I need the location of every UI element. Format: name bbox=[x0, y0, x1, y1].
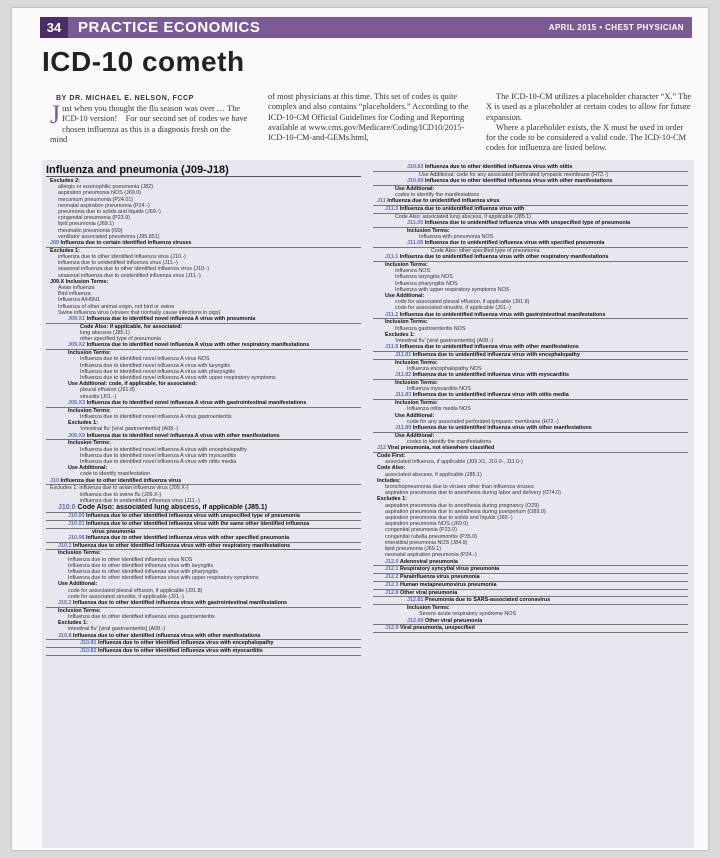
code-text: pleural effusion (J91.8) bbox=[80, 387, 135, 394]
code-text: Influenza due to identified novel influenza A virus NOS bbox=[80, 356, 210, 363]
code-text: congenital rubella pneumonitis (P35.0) bbox=[385, 533, 477, 540]
code-text: code for associated sinusitis, if applicable (J01.-) bbox=[395, 305, 511, 312]
code-text: Inclusion Terms: bbox=[395, 359, 438, 366]
code-text: code for any associated perforated tympanic membrane (H72.-) bbox=[407, 418, 559, 425]
code-text: aspiration pneumonia due to solids and liquids (J69.-) bbox=[385, 515, 513, 522]
code-number: J11.83 bbox=[395, 392, 412, 399]
code-number: J10.1 bbox=[58, 542, 72, 549]
code-text: Inclusion Terms: bbox=[58, 550, 101, 557]
code-entry bbox=[373, 582, 688, 590]
code-text: 'intestinal flu' [viral gastroenteritis] (A08.-) bbox=[80, 426, 179, 433]
code-entry bbox=[46, 600, 361, 608]
code-text: Influenza due to certain identified influenza viruses bbox=[60, 240, 192, 247]
code-number: J10.82 bbox=[80, 648, 97, 655]
code-text: Influenza due to other identified influenza virus with myocarditis bbox=[98, 648, 263, 655]
intro-column-1 bbox=[50, 100, 250, 145]
code-text: Bird influenza bbox=[58, 291, 91, 298]
code-text: Influenza due to identified novel influenza A virus with encephalopathy bbox=[80, 446, 247, 453]
icd-code-box bbox=[42, 160, 694, 848]
code-entry bbox=[373, 597, 688, 605]
code-number: J11.2 bbox=[385, 311, 399, 318]
code-text: Code Also: associated lung abscess, if applicable (J85.1) bbox=[395, 213, 532, 220]
code-text: Influenza due to unidentified influenza virus with other manifestations bbox=[412, 425, 592, 432]
code-text: Excludes 2: bbox=[50, 178, 80, 184]
code-number: J12.81 bbox=[407, 597, 424, 604]
code-entry bbox=[373, 425, 688, 433]
code-text: Excludes 1: bbox=[50, 247, 80, 254]
code-text: Influenza due to other identified influenza virus gastroenteritis bbox=[68, 613, 215, 620]
code-text: Excludes 1: bbox=[385, 331, 415, 338]
code-text: neonatal aspiration pneumonia (P24.-) bbox=[58, 202, 150, 209]
issue-dateline: APRIL 2015 • CHEST PHYSICIAN bbox=[548, 23, 684, 32]
code-text: rheumatic pneumonia (I00) bbox=[58, 227, 123, 234]
code-text: Code First: bbox=[377, 453, 406, 460]
code-entry bbox=[46, 433, 361, 441]
code-entry bbox=[373, 312, 688, 320]
code-text: Excludes 1: bbox=[377, 496, 407, 503]
code-text: Influenza due to unidentified influenza virus with other respiratory manifestations bbox=[399, 254, 609, 261]
code-text: code for associated pleural effusion, if applicable (J91.8) bbox=[68, 587, 203, 594]
code-text: Use Additional: bbox=[395, 185, 435, 192]
code-text: Influenza with pneumonia NOS bbox=[419, 234, 494, 240]
code-number: J11.82 bbox=[395, 372, 412, 379]
code-text: Influenza due to other identified influenza virus with upper respiratory symptoms bbox=[68, 575, 259, 582]
code-text: neonatal aspiration pneumonia (P24.-) bbox=[385, 552, 477, 559]
code-text: Influenza due to identified novel influenza A virus with gastrointestinal manifestations bbox=[86, 399, 307, 406]
code-number: J12.89 bbox=[407, 617, 424, 624]
code-number: J12.1 bbox=[385, 566, 399, 573]
code-text: Influenza due to other identified influenza virus with encephalopathy bbox=[98, 640, 274, 647]
code-text: virus pneumonia bbox=[92, 528, 136, 535]
code-text: Inclusion Terms: bbox=[407, 227, 450, 234]
code-text: Use Additional: bbox=[58, 581, 98, 588]
code-text: Influenza laryngitis NOS bbox=[395, 274, 453, 281]
code-text: congenital pneumonia (P23.9) bbox=[58, 215, 130, 222]
code-text: Inclusion Terms: bbox=[68, 440, 111, 447]
code-entry bbox=[46, 316, 361, 324]
code-number: J10.2 bbox=[58, 599, 72, 606]
code-text: aspiration pneumonia due to anesthesia during labor and delivery (O74.0) bbox=[385, 490, 561, 497]
code-number: J09.X2 bbox=[68, 342, 86, 349]
code-entry bbox=[46, 648, 361, 656]
code-number: J09.X9 bbox=[68, 432, 86, 439]
intro-column-3 bbox=[486, 92, 692, 154]
code-number: J09 bbox=[50, 240, 59, 247]
drop-cap: J bbox=[50, 100, 61, 129]
code-number: J12 bbox=[377, 445, 386, 452]
code-text: Influenza due to unidentified influenza virus with myocarditis bbox=[412, 372, 570, 379]
article-title: ICD-10 cometh bbox=[42, 46, 245, 77]
code-text: Influenza NOS bbox=[395, 268, 431, 275]
code-text: Influenza due to other identified influenza virus with the same other identified influenza bbox=[86, 520, 310, 527]
code-number: J12.9 bbox=[385, 625, 399, 632]
code-number: J10.0 bbox=[58, 503, 76, 511]
code-entry bbox=[373, 566, 688, 574]
code-list-left bbox=[46, 178, 361, 656]
code-text: Influenza due to identified novel influenza A virus with other manifestations bbox=[86, 432, 280, 439]
code-text: Use Additional: bbox=[395, 412, 435, 419]
code-text: Inclusion Terms: bbox=[395, 400, 438, 407]
code-text: associated abscess, if applicable (J85.1) bbox=[385, 471, 482, 478]
code-text: codes to identify the manifestations bbox=[395, 192, 480, 198]
section-title: PRACTICE ECONOMICS bbox=[78, 19, 261, 36]
code-text: Influenza due to other identified influenza virus with other specified pneumonia bbox=[86, 534, 290, 541]
code-text: Influenza due to identified novel influenza A virus with pharyngitis bbox=[80, 368, 235, 375]
box-title: Influenza and pneumonia (J09-J18) bbox=[46, 164, 361, 177]
code-entry bbox=[46, 543, 361, 551]
code-text: lung abscess (J85.1) bbox=[80, 330, 130, 337]
code-number: J10.81 bbox=[80, 640, 97, 647]
code-entry bbox=[373, 372, 688, 380]
code-entry bbox=[46, 521, 361, 529]
code-text: Avian influenza bbox=[58, 285, 95, 292]
code-text: aspiration pneumonia NOS (J69.0) bbox=[58, 190, 141, 197]
code-text: allergic or eosinophilic pneumonia (J82) bbox=[58, 184, 153, 191]
code-text: Influenza due to other identified influenza virus with pharyngitis bbox=[68, 568, 218, 575]
code-entry bbox=[373, 198, 688, 206]
code-text: Influenza due to other identified influenza virus with other manifestations bbox=[73, 632, 261, 639]
code-text: Influenza due to other identified influenza virus with unspecified type of pneumonia bbox=[86, 512, 300, 519]
code-text: Inclusion Terms: bbox=[407, 605, 450, 612]
intro-text-3a: The ICD-10-CM utilizes a placeholder character “X.” The X is used as a placeholder at certain codes to allow for future expansion. bbox=[486, 92, 692, 122]
code-number: J10.08 bbox=[68, 534, 85, 541]
code-text: Influenza due to unidentified influenza virus with other manifestations bbox=[399, 344, 579, 351]
code-text: Code Also: if applicable, for associated: bbox=[80, 323, 183, 330]
code-number: J12.3 bbox=[385, 581, 399, 588]
magazine-page bbox=[12, 8, 708, 850]
code-entry bbox=[373, 392, 688, 400]
code-text: Code Also: other specified type of pneumonia bbox=[431, 248, 540, 254]
page-number: 34 bbox=[40, 17, 68, 38]
code-text: Influenza due to identified novel influenza A virus with laryngitis bbox=[80, 362, 231, 369]
code-entry bbox=[46, 633, 361, 641]
code-entry bbox=[373, 574, 688, 582]
code-entry bbox=[46, 640, 361, 648]
code-text: Use Additional: bbox=[68, 465, 108, 472]
code-text: influenza due to swine flu (J09.X-) bbox=[80, 491, 162, 498]
code-text: Influenza due to other identified influenza virus bbox=[60, 477, 182, 484]
code-text: aspiration pneumonia NOS (J69.0) bbox=[385, 521, 468, 528]
code-text: Viral pneumonia, unspecified bbox=[400, 625, 475, 632]
code-text: Influenza due to identified novel influenza A virus with upper respiratory symptoms bbox=[80, 375, 276, 382]
code-text: J09.X Inclusion Terms: bbox=[50, 278, 109, 285]
code-text: Influenza otitis media NOS bbox=[407, 406, 471, 413]
code-number: J12.8 bbox=[385, 589, 399, 596]
code-number: J10.01 bbox=[68, 520, 85, 527]
intro-text-2: of most physicians at this time. This set of codes is quite complex and also contains “placeholders.” According to the ICD-10-CM Official Guidelines for Coding and Reporting available at www.cms.gov/Medicare/Coding/ICD10/2015-ICD-10-CM-and-GEMs.html, bbox=[268, 92, 469, 143]
code-text: Human metapneumovirus pneumonia bbox=[400, 581, 497, 588]
code-text: 'intestinal flu' [viral gastroenteritis] (A08.-) bbox=[395, 338, 494, 345]
code-text: influenza due to unidentified influenza virus (J11.-) bbox=[58, 260, 178, 267]
code-text: Influenza due to unidentified influenza virus with specified pneumonia bbox=[424, 240, 605, 247]
code-text: meconium pneumonia (P24.01) bbox=[58, 196, 134, 203]
code-text: congenital pneumonia (P23.0) bbox=[385, 527, 457, 534]
code-text: Influenza due to unidentified influenza virus with otitis media bbox=[412, 392, 569, 399]
code-text: Influenza due to unidentified influenza virus with unspecified type of pneumonia bbox=[424, 220, 631, 226]
intro-text-1: ust when you thought the flu season was over … The ICD-10 version! For our second set of codes we have chosen influenza as this is a diagnosis fresh on the mind bbox=[50, 104, 248, 144]
code-text: Influenza encephalopathy NOS bbox=[407, 366, 482, 373]
code-text: Influenza myocarditis NOS bbox=[407, 386, 471, 393]
article-byline: BY DR. MICHAEL E. NELSON, FCCP bbox=[56, 95, 194, 102]
code-text: Swine influenza virus (viruses that normally cause infections in pigs) bbox=[58, 309, 221, 316]
code-number: J10 bbox=[50, 477, 59, 484]
code-entry bbox=[373, 559, 688, 567]
code-text: Code Also: bbox=[377, 465, 406, 472]
code-text: Use Additional: code, if applicable, for associated: bbox=[68, 381, 197, 388]
code-entry bbox=[46, 240, 361, 248]
code-entry bbox=[373, 240, 688, 248]
code-entry bbox=[46, 513, 361, 521]
code-text: Influenza due to other identified influenza virus with gastrointestinal manifestations bbox=[73, 599, 288, 606]
code-text: code for associated pleural effusion, if applicable (J91.8) bbox=[395, 299, 530, 306]
code-text: Other viral pneumonia bbox=[400, 589, 458, 596]
code-number: J09.X1 bbox=[68, 316, 86, 323]
code-text: Influenza due to identified novel influenza A virus with myocarditis bbox=[80, 452, 237, 459]
code-text: sinusitis (J01.-) bbox=[80, 393, 117, 400]
code-text: Influenza due to other identified influenza virus with otitis bbox=[425, 164, 573, 170]
code-text: interstitial pneumonia NOS (J84.9) bbox=[385, 539, 468, 546]
code-text: aspiration pneumonia due to anesthesia during pregnancy (O29) bbox=[385, 502, 540, 509]
code-number: J11.81 bbox=[395, 352, 412, 359]
code-text: associated influenza, if applicable (J09.X1, J10.0-, J11.0-) bbox=[385, 459, 523, 466]
code-text: Severe acute respiratory syndrome NOS bbox=[419, 611, 517, 618]
code-entry bbox=[373, 254, 688, 262]
code-text: ventilator associated pneumonia (J95.851) bbox=[58, 233, 160, 240]
intro-column-2 bbox=[268, 92, 473, 143]
code-text: code to identify manifestation bbox=[80, 471, 150, 478]
code-text: Excludes 1: bbox=[68, 420, 98, 427]
code-entry bbox=[46, 504, 361, 513]
code-text: Adenoviral pneumonia bbox=[399, 558, 458, 565]
code-text: bronchopneumonia due to viruses other than influenza viruses bbox=[385, 484, 534, 491]
code-text: Influenza pharyngitis NOS bbox=[395, 280, 458, 287]
code-text: Influenza of other animal origin, not bird or swine bbox=[58, 303, 175, 310]
code-number: J12.0 bbox=[385, 558, 399, 565]
code-text: Influenza due to identified novel influenza A virus gastroenteritis bbox=[80, 413, 232, 420]
code-text: Influenza A/H5N1 bbox=[58, 297, 100, 304]
code-text: Influenza with upper respiratory symptoms NOS bbox=[395, 286, 510, 293]
code-number: J10.00 bbox=[68, 512, 85, 519]
code-entry bbox=[373, 625, 688, 633]
code-text: Influenza due to other identified influenza virus with other respiratory manifestations bbox=[73, 542, 291, 549]
code-entry bbox=[46, 342, 361, 350]
code-text: Pneumonia due to SARS-associated coronavirus bbox=[425, 597, 551, 604]
code-text: Use Additional: bbox=[385, 293, 425, 300]
code-number: J10.8 bbox=[58, 632, 72, 639]
code-text: aspiration pneumonia due to anesthesia during puerperium (O89.0) bbox=[385, 508, 546, 515]
code-entry bbox=[46, 535, 361, 543]
code-text: Excludes 1: influenza due to avian influenza virus (J09.X-) bbox=[50, 485, 189, 492]
code-text: seasonal influenza due to other identified influenza virus (J10.-) bbox=[58, 266, 210, 273]
code-text: Inclusion Terms: bbox=[395, 380, 438, 387]
code-text: Influenza due to unidentified influenza virus with gastrointestinal manifestations bbox=[399, 311, 606, 318]
code-text: Influenza due to other identified influenza virus NOS bbox=[68, 556, 193, 563]
code-entry bbox=[373, 618, 688, 626]
code-number: J11.00 bbox=[407, 220, 424, 226]
code-text: Influenza due to unidentified influenza virus bbox=[387, 198, 500, 205]
code-text: Inclusion Terms: bbox=[68, 350, 111, 357]
page-header-bar bbox=[40, 17, 692, 38]
code-text: Includes: bbox=[377, 477, 401, 484]
code-text: Excludes 1: bbox=[58, 620, 88, 627]
code-text: Use Additional: code for any associated perforated tympanic membrane (H72.-) bbox=[419, 171, 609, 178]
code-text: Inclusion Terms: bbox=[385, 319, 428, 326]
code-entry bbox=[373, 344, 688, 352]
code-text: Influenza due to other identified influenza virus with laryngitis bbox=[68, 562, 214, 569]
code-text: intestinal flu' [viral gastroenteritis] (A08.-) bbox=[68, 626, 166, 633]
code-number: J12.2 bbox=[385, 574, 399, 581]
code-text: Influenza due to identified novel influenza A virus with other respiratory manifestations bbox=[86, 342, 310, 349]
code-text: seasonal influenza due to unidentified influenza virus (J11.-) bbox=[58, 272, 201, 279]
code-text: Influenza due to identified novel influenza A virus with pneumonia bbox=[86, 316, 256, 323]
code-entry bbox=[373, 206, 688, 214]
code-text: Parainfluenza virus pneumonia bbox=[400, 574, 480, 581]
code-entry bbox=[373, 164, 688, 172]
code-number: J09.X3 bbox=[68, 399, 86, 406]
code-text: Inclusion Terms: bbox=[385, 262, 428, 268]
intro-text-3b: Where a placeholder exists, the X must be used in order for the code to be considered a valid code. The ICD-10-CM codes for influenza are listed below. bbox=[486, 122, 687, 153]
code-text: codes to identify the manifestations bbox=[407, 439, 492, 446]
code-number: J10.89 bbox=[407, 178, 424, 184]
code-list-right bbox=[373, 164, 688, 633]
code-entry bbox=[373, 178, 688, 186]
code-entry bbox=[46, 478, 361, 486]
code-text: Influenza due to unidentified influenza virus with encephalopathy bbox=[412, 352, 580, 359]
code-text: Influenza due to other identified influenza virus with other manifestations bbox=[425, 178, 613, 184]
code-column-left bbox=[46, 164, 361, 845]
code-entry bbox=[373, 590, 688, 598]
code-text: Inclusion Terms: bbox=[68, 407, 111, 414]
code-text: Viral pneumonia, not elsewhere classified bbox=[387, 445, 495, 452]
code-text: Other viral pneumonia bbox=[425, 617, 483, 624]
code-entry bbox=[373, 445, 688, 453]
code-text: Use Additional: bbox=[395, 432, 435, 439]
code-column-right bbox=[373, 164, 688, 845]
code-text: influenza due to other identified influenza virus (J10.-) bbox=[58, 254, 186, 261]
code-text: Influenza due to identified novel influenza A virus with otitis media bbox=[80, 458, 237, 465]
code-text: Influenza due to unidentified influenza virus with bbox=[399, 206, 525, 212]
code-number: J11.1 bbox=[385, 254, 399, 261]
code-number: J10.83 bbox=[407, 164, 424, 170]
code-text: Influenza gastroenteritis NOS bbox=[395, 325, 466, 332]
code-number: J11.89 bbox=[395, 425, 412, 432]
code-number: J11.8 bbox=[385, 344, 399, 351]
code-text: Inclusion Terms: bbox=[58, 607, 101, 614]
code-number: J11 bbox=[377, 198, 386, 205]
code-text: Respiratory syncytial virus pneumonia bbox=[400, 566, 500, 573]
code-text: lipid pneumonia (J69.1) bbox=[385, 546, 442, 553]
code-number: J11.08 bbox=[407, 240, 424, 247]
code-number: J11.0 bbox=[385, 206, 399, 212]
code-text: Code Also: associated lung abscess, if applicable (J85.1) bbox=[77, 503, 268, 511]
code-entry bbox=[373, 352, 688, 360]
code-text: pneumonia due to solids and liquids (J69.-) bbox=[58, 209, 161, 216]
code-text: other specified type of pneumonia bbox=[80, 336, 161, 343]
code-entry bbox=[373, 220, 688, 228]
code-entry bbox=[46, 400, 361, 408]
code-text: code for associated sinusitis, if applicable (J01.-) bbox=[68, 593, 184, 600]
code-text: lipid pneumonia (J69.1) bbox=[58, 221, 115, 228]
code-text: influenza due to unidentified influenza virus (J11.-) bbox=[80, 497, 200, 504]
